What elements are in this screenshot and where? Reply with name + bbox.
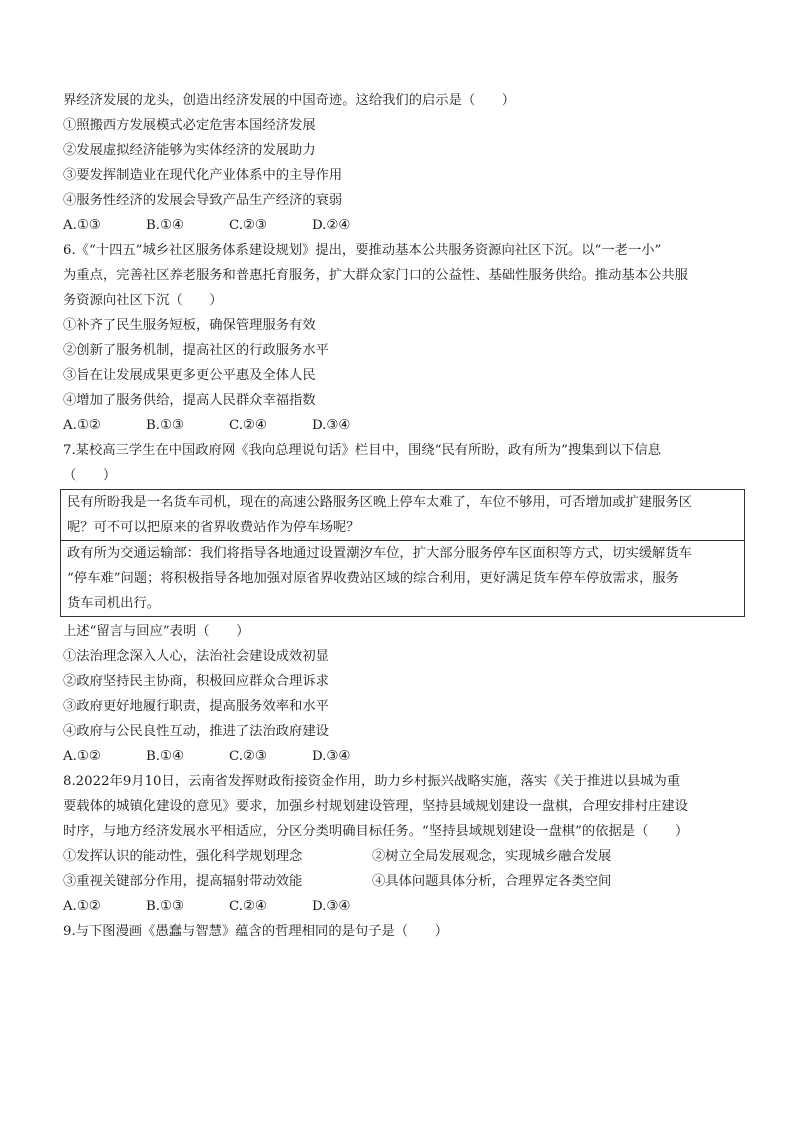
q8-item-2: ②树立全局发展观念，实现城乡融合发展 bbox=[372, 849, 612, 864]
q5-options bbox=[63, 213, 753, 238]
q7-government-reply-line-3: 货车司机出行。 bbox=[67, 596, 161, 611]
q6-option-d: D.③④ bbox=[312, 418, 351, 433]
q8-option-d: D.③④ bbox=[312, 899, 351, 914]
q8-option-c: C.②④ bbox=[229, 899, 267, 914]
exam-page bbox=[63, 88, 753, 944]
q8-stem-line-2: 要载体的城镇化建设的意见》要求，加强乡村规划建设管理，坚持县域规划建设一盘棋，合理安排村庄建设 bbox=[63, 799, 688, 814]
q8-item-1: ①发挥认识的能动性，强化科学规划理念 bbox=[63, 849, 303, 864]
q5-option-a: A.①③ bbox=[63, 218, 101, 233]
q6-stem-line-2: 为重点，完善社区养老服务和普惠托育服务，扩大群众家门口的公益性、基础性服务供给。推动基本公共服 bbox=[63, 268, 688, 283]
q8-item-3: ③重视关键部分作用，提高辐射带动效能 bbox=[63, 874, 303, 889]
q6-item-4: ④增加了服务供给，提高人民群众幸福指数 bbox=[63, 393, 316, 408]
q7-option-c: C.②③ bbox=[229, 749, 267, 764]
q7-option-a: A.①② bbox=[63, 749, 101, 764]
q7-option-d: D.③④ bbox=[312, 749, 351, 764]
q8-stem-line-3: 时序，与地方经济发展水平相适应，分区分类明确目标任务。“坚持县域规划建设一盘棋”的依据是（ ） bbox=[63, 824, 689, 839]
q8-stem-line-1: 8.2022年9月10日，云南省发挥财政衔接资金作用，助力乡村振兴战略实施，落实《关于推进以县城为重 bbox=[63, 774, 681, 789]
q5-option-c: C.②③ bbox=[229, 218, 267, 233]
q7-options bbox=[63, 744, 753, 769]
q8-items-row-1 bbox=[63, 844, 753, 869]
q7-item-1: ①法治理念深入人心，法治社会建设成效初显 bbox=[63, 649, 329, 664]
q6-stem-line-3: 务资源向社区下沉（ ） bbox=[63, 293, 223, 308]
q8-option-b: B.①③ bbox=[146, 899, 184, 914]
q9-stem: 9.与下图漫画《愚蠢与智慧》蕴含的哲理相同的是句子是（ ） bbox=[63, 924, 448, 939]
q5-item-4: ④服务性经济的发展会导致产品生产经济的衰弱 bbox=[63, 193, 343, 208]
q6-option-a: A.①② bbox=[63, 418, 101, 433]
q7-item-4: ④政府与公民良性互动，推进了法治政府建设 bbox=[63, 724, 329, 739]
q6-item-1: ①补齐了民生服务短板，确保管理服务有效 bbox=[63, 318, 316, 333]
q5-stem: 界经济发展的龙头，创造出经济发展的中国奇迹。这给我们的启示是（ ） bbox=[63, 93, 516, 108]
q8-option-a: A.①② bbox=[63, 899, 101, 914]
q5-item-2: ②发展虚拟经济能够为实体经济的发展助力 bbox=[63, 143, 316, 158]
q7-item-2: ②政府坚持民主协商，积极回应群众合理诉求 bbox=[63, 674, 329, 689]
q6-stem-line-1: 6.《“十四五”城乡社区服务体系建设规划》提出，要推动基本公共服务资源向社区下沉。以“一老一小” bbox=[63, 243, 662, 258]
q7-item-3: ③政府更好地履行职责，提高服务效率和水平 bbox=[63, 699, 329, 714]
q5-option-b: B.①④ bbox=[146, 218, 184, 233]
q7-info-table bbox=[60, 489, 745, 617]
q7-government-reply-cell bbox=[61, 540, 744, 616]
q5-item-3: ③要发挥制造业在现代化产业体系中的主导作用 bbox=[63, 168, 343, 183]
q7-government-reply-line-2: “停车难”问题；将积极指导各地加强对原省界收费站区域的综合利用，更好满足货车停车停放需求，服务 bbox=[67, 571, 679, 586]
q6-options bbox=[63, 413, 753, 438]
q6-item-3: ③旨在让发展成果更多更公平惠及全体人民 bbox=[63, 368, 316, 383]
q6-item-2: ②创新了服务机制，提高社区的行政服务水平 bbox=[63, 343, 329, 358]
q5-item-1: ①照搬西方发展模式必定危害本国经济发展 bbox=[63, 118, 316, 133]
q7-government-reply-line-1: 政有所为交通运输部：我们将指导各地通过设置潮汐车位，扩大部分服务停车区面积等方式，切实缓解货车 bbox=[67, 546, 692, 561]
q7-public-message-line-2: 呢？可不可以把原来的省界收费站作为停车场呢？ bbox=[67, 520, 360, 535]
q7-stem-line-1: 7.某校高三学生在中国政府网《我向总理说句话》栏目中，围绕“民有所盼，政有所为”搜集到以下信息 bbox=[63, 443, 662, 458]
q7-ask: 上述“留言与回应”表明（ ） bbox=[63, 624, 250, 639]
q8-item-4: ④具体问题具体分析，合理界定各类空间 bbox=[372, 874, 612, 889]
q6-option-b: B.①③ bbox=[146, 418, 184, 433]
q7-public-message-cell bbox=[61, 490, 744, 540]
q6-option-c: C.②④ bbox=[229, 418, 267, 433]
q5-option-d: D.②④ bbox=[312, 218, 351, 233]
q7-public-message-line-1: 民有所盼我是一名货车司机，现在的高速公路服务区晚上停车太难了，车位不够用，可否增加或扩建服务区 bbox=[67, 495, 692, 510]
q8-items-row-2 bbox=[63, 869, 753, 894]
q7-option-b: B.①④ bbox=[146, 749, 184, 764]
q8-options bbox=[63, 894, 753, 919]
q7-stem-line-2: （ ） bbox=[63, 468, 117, 483]
